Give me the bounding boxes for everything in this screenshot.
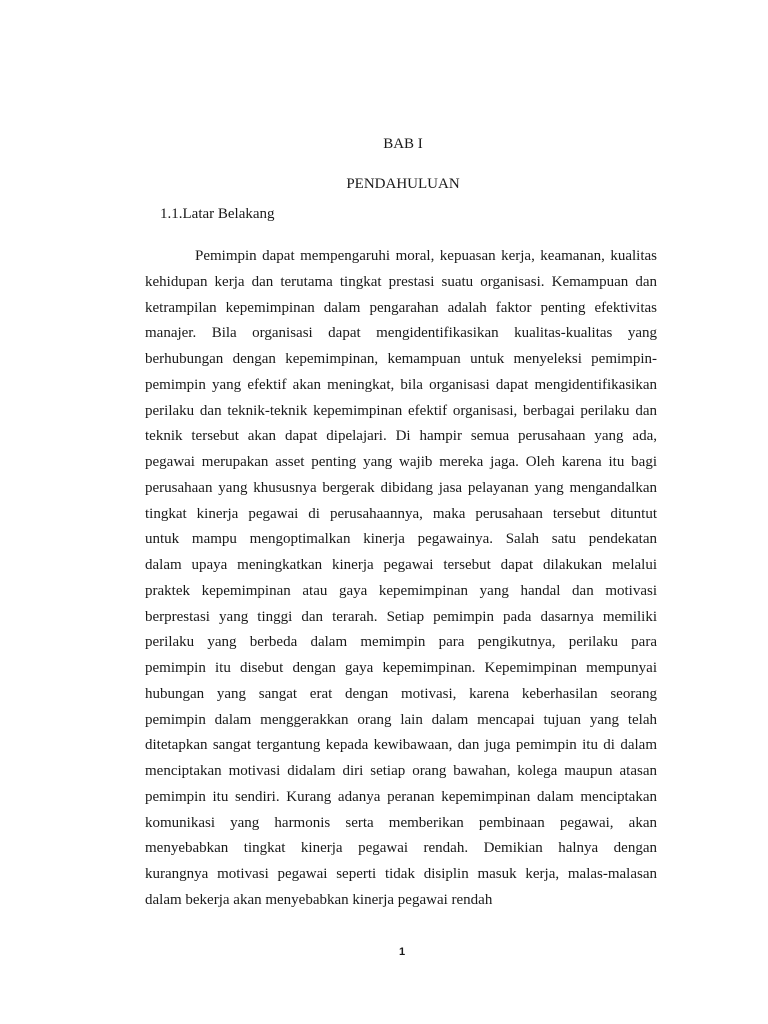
paragraph-line: manajer. Bila organisasi dapat mengidentifikasikan kualitas-kualitas yang xyxy=(145,325,657,342)
paragraph-line: hubungan yang sangat erat dengan motivasi, karena keberhasilan seorang xyxy=(145,685,657,702)
paragraph-line: ketrampilan kepemimpinan dalam pengarahan adalah faktor penting efektivitas xyxy=(145,299,657,316)
paragraph-line: kurangnya motivasi pegawai seperti tidak disiplin masuk kerja, malas-malasan xyxy=(145,866,657,882)
paragraph-line: berhubungan dengan kepemimpinan, kemampuan untuk menyeleksi pemimpin- xyxy=(145,351,657,367)
paragraph-line: teknik tersebut akan dapat dipelajari. Di hampir semua perusahaan yang ada, xyxy=(145,428,657,445)
paragraph-line: pemimpin itu disebut dengan gaya kepemimpinan. Kepemimpinan mempunyai xyxy=(145,660,657,676)
paragraph-line: pemimpin yang efektif akan meningkat, bila organisasi dapat mengidentifikasikan xyxy=(145,376,657,393)
paragraph-line: untuk mampu mengoptimalkan kinerja pegawainya. Salah satu pendekatan xyxy=(145,531,657,548)
paragraph-line: menyebabkan tingkat kinerja pegawai rendah. Demikian halnya dengan xyxy=(145,840,657,857)
paragraph-line: pemimpin dalam menggerakkan orang lain dalam mencapai tujuan yang telah xyxy=(145,711,657,728)
paragraph-line: perusahaan yang khususnya bergerak dibidang jasa pelayanan yang mengandalkan xyxy=(145,479,657,496)
paragraph-line: pegawai merupakan asset penting yang wajib mereka jaga. Oleh karena itu bagi xyxy=(145,454,657,470)
paragraph-line: dalam upaya meningkatkan kinerja pegawai tersebut dapat dilakukan melalui xyxy=(145,557,657,573)
paragraph-line: praktek kepemimpinan atau gaya kepemimpinan yang handal dan motivasi xyxy=(145,582,657,599)
paragraph-line: perilaku dan teknik-teknik kepemimpinan efektif organisasi, berbagai perilaku dan xyxy=(145,402,657,419)
chapter-title: PENDAHULUAN xyxy=(346,176,460,192)
paragraph-line: tingkat kinerja pegawai di perusahaannya, maka perusahaan tersebut dituntut xyxy=(145,505,657,522)
paragraph-line: perilaku yang berbeda dalam memimpin para pengikutnya, perilaku para xyxy=(145,634,657,651)
paragraph-line: ditetapkan sangat tergantung kepada kewibawaan, dan juga pemimpin itu di dalam xyxy=(145,737,657,754)
paragraph-line: kehidupan kerja dan terutama tingkat prestasi suatu organisasi. Kemampuan dan xyxy=(145,273,657,290)
paragraph-line: berprestasi yang tinggi dan terarah. Setiap pemimpin pada dasarnya memiliki xyxy=(145,608,657,625)
paragraph-line: Pemimpin dapat mempengaruhi moral, kepuasan kerja, keamanan, kualitas xyxy=(195,248,657,264)
section-heading: 1.1.Latar Belakang xyxy=(160,206,275,222)
chapter-number: BAB I xyxy=(383,136,423,152)
page-number: 1 xyxy=(398,946,406,958)
body-paragraph xyxy=(145,244,657,914)
paragraph-line: dalam bekerja akan menyebabkan kinerja pegawai rendah xyxy=(145,891,493,908)
paragraph-line: pemimpin itu sendiri. Kurang adanya peranan kepemimpinan dalam menciptakan xyxy=(145,788,657,805)
paragraph-line: komunikasi yang harmonis serta memberikan pembinaan pegawai, akan xyxy=(145,814,657,831)
paragraph-line: menciptakan motivasi didalam diri setiap orang bawahan, kolega maupun atasan xyxy=(145,763,657,779)
